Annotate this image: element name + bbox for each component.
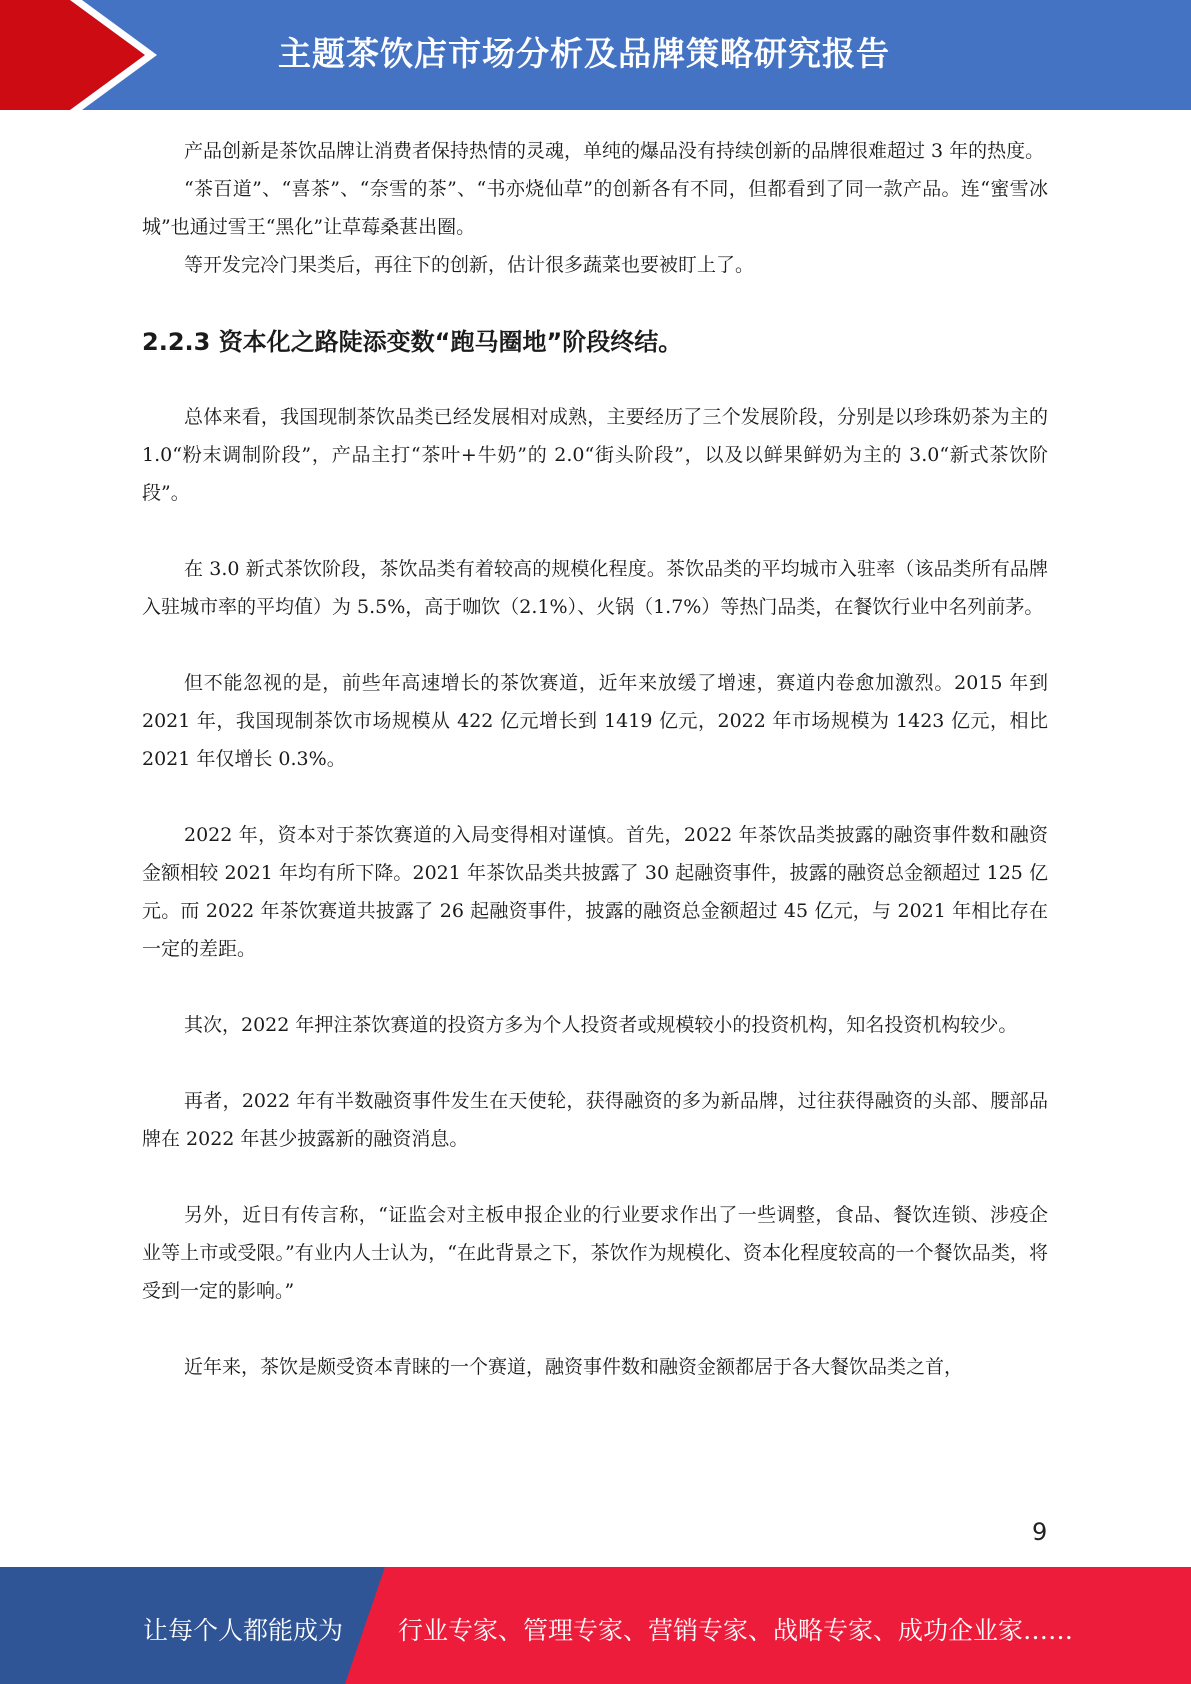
document-body: [142, 132, 1048, 1386]
paragraph: “茶百道”、“喜茶”、“奈雪的茶”、“书亦烧仙草”的创新各有不同，但都看到了同一款产品。连“蜜雪冰城”也通过雪王“黑化”让草莓桑葚出圈。: [142, 178, 1048, 238]
page-number: 9: [1032, 1518, 1048, 1546]
paragraph: 近年来，茶饮是颇受资本青睐的一个赛道，融资事件数和融资金额都居于各大餐饮品类之首，: [184, 1356, 964, 1378]
footer-slogan-left: 让每个人都能成为: [143, 1616, 344, 1645]
paragraph: 再者，2022 年有半数融资事件发生在天使轮，获得融资的多为新品牌，过往获得融资的头部、腰部品牌在 2022 年甚少披露新的融资消息。: [142, 1090, 1048, 1150]
page-footer: [0, 1567, 1191, 1684]
paragraph: 在 3.0 新式茶饮阶段，茶饮品类有着较高的规模化程度。茶饮品类的平均城市入驻率（该品类所有品牌入驻城市率的平均值）为 5.5%，高于咖饮（2.1%）、火锅（1.7%）等热门品类，在餐饮行业中名列前茅。: [142, 558, 1048, 618]
paragraph: 另外，近日有传言称，“证监会对主板申报企业的行业要求作出了一些调整，食品、餐饮连锁、涉疫企业等上市或受限。”有业内人士认为，“在此背景之下，茶饮作为规模化、资本化程度较高的一个餐饮品类，将受到一定的影响。”: [142, 1204, 1048, 1302]
paragraph: 等开发完冷门果类后，再往下的创新，估计很多蔬菜也要被盯上了。: [184, 254, 755, 276]
paragraph: 2022 年，资本对于茶饮赛道的入局变得相对谨慎。首先，2022 年茶饮品类披露的融资事件数和融资金额相较 2021 年均有所下降。2021 年茶饮品类共披露了 30 起融资事件，披露的融资总金额超过 125 亿元。而 2022 年茶饮赛道共披露了 26 起融资事件，披露的融资总金额超过 45 亿元，与 2021 年相比存在一定的差距。: [142, 824, 1048, 960]
paragraph: 其次，2022 年押注茶饮赛道的投资方多为个人投资者或规模较小的投资机构，知名投资机构较少。: [184, 1014, 1018, 1036]
paragraph: 但不能忽视的是，前些年高速增长的茶饮赛道，近年来放缓了增速，赛道内卷愈加激烈。2015 年到 2021 年，我国现制茶饮市场规模从 422 亿元增长到 1419 亿元，2022 年市场规模为 1423 亿元，相比 2021 年仅增长 0.3%。: [142, 672, 1048, 770]
footer-slogan-right: 行业专家、管理专家、营销专家、战略专家、成功企业家……: [398, 1616, 1074, 1645]
section-heading: 2.2.3 资本化之路陡添变数“跑马圈地”阶段终结。: [142, 328, 683, 356]
paragraph: 产品创新是茶饮品牌让消费者保持热情的灵魂，单纯的爆品没有持续创新的品牌很难超过 3 年的热度。: [184, 140, 1045, 162]
header-title: 主题茶饮店市场分析及品牌策略研究报告: [278, 34, 890, 73]
paragraph: 总体来看，我国现制茶饮品类已经发展相对成熟，主要经历了三个发展阶段，分别是以珍珠奶茶为主的 1.0“粉末调制阶段”，产品主打“茶叶+牛奶”的 2.0“街头阶段”，以及以鲜果鲜奶为主的 3.0“新式茶饮阶段”。: [142, 406, 1048, 504]
page-header: [0, 0, 1191, 110]
